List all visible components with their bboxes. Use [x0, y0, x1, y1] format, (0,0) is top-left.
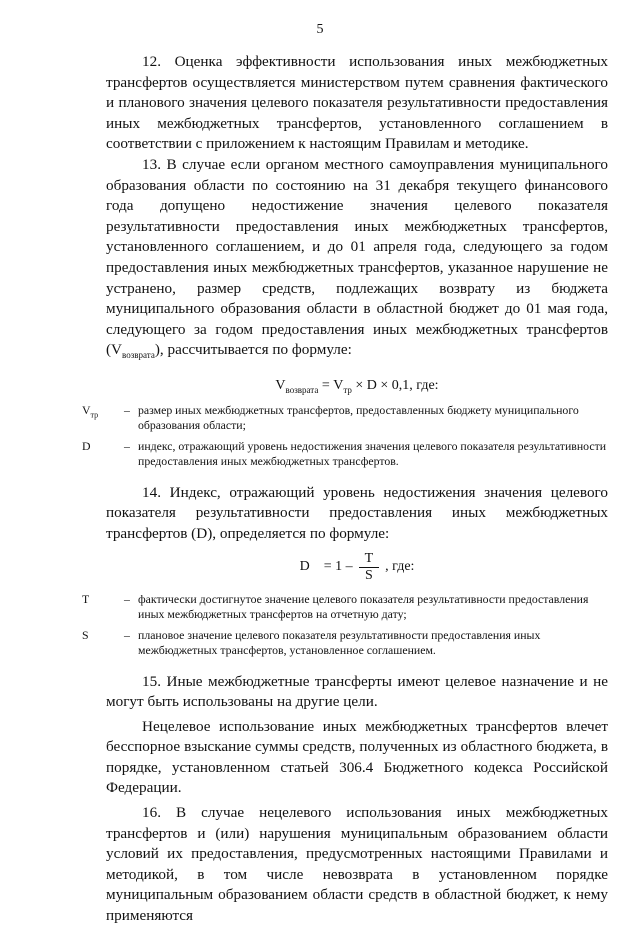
formula-d-eq: = 1 – — [323, 559, 353, 575]
paragraph-13-subscript: возврата — [122, 350, 155, 361]
formula-numerator: T — [359, 551, 380, 568]
definition-text: фактически достигнутое значение целевого показателя результативности предоставления иных межбюджетных трансфертов на отчетную дату; — [138, 591, 589, 622]
formula-index-d — [106, 551, 608, 584]
formula-d-lhs: D — [299, 559, 310, 575]
definition-dash: – — [124, 591, 130, 606]
paragraph-12: 12. Оценка эффективности использования иных межбюджетных трансфертов осуществляется министерством путем сравнения фактического и планового значения целевого показателя результативности предоставления иных межбюджетных трансфертов, установленного соглашением в соответствии с приложением к настоящим Правилам и методике. — [106, 53, 608, 153]
formula-v: V — [275, 377, 286, 393]
formula-d-tail: , где: — [385, 559, 415, 575]
definition-text: индекс, отражающий уровень недостижения значения целевого показателя результативности предоставления иных межбюджетных трансфертов. — [138, 438, 607, 469]
formula-vtr-subscript: тр — [343, 384, 352, 395]
formula-denominator: S — [364, 567, 373, 583]
definition-t — [82, 591, 608, 623]
formula-fraction — [359, 551, 380, 584]
document-body — [82, 52, 608, 927]
paragraph-13-text: 13. В случае если органом местного самоуправления муниципального образования области по состоянию на 31 декабря текущего финансового года допущено недостижение значения целевого показателя результативности предоставления иных межбюджетных трансфертов, установленного соглашением, и до 01 апреля года, следующего за годом предоставления иных межбюджетных трансфертов, указанное нарушение не устранено, размер средств, подлежащих возврату из бюджета муниципального образования области в областной бюджет до 01 мая года, следующего за годом предоставления иных межбюджетных трансфертов (V — [106, 155, 608, 359]
definition-symbol: $V_{тр}$ — [82, 402, 99, 420]
formula-eq: = V — [318, 377, 344, 393]
paragraph-16: 16. В случае нецелевого использования иных межбюджетных трансфертов и (или) нарушения муниципальным образованием области условий их предоставления, предусмотренных настоящими Правилами и методикой, в том числе невозврата в установленном порядке муниципальным образованием области средств в областной бюджет, к нему применяются — [106, 804, 608, 925]
definition-symbol: S — [82, 627, 89, 642]
paragraph-13 — [106, 155, 608, 366]
paragraph-13-end: ), рассчитывается по формуле: — [154, 341, 352, 359]
definition-text: размер иных межбюджетных трансфертов, предоставленных бюджету муниципального образования области; — [138, 402, 579, 433]
definition-symbol: T — [82, 591, 90, 606]
formula-v-subscript: возврата — [285, 384, 319, 395]
definition-symbol: D — [82, 438, 91, 453]
formula-rest: × D × 0,1, где: — [351, 377, 439, 393]
definition-text: плановое значение целевого показателя результативности предоставления иных межбюджетных трансфертов, установленное соглашением. — [138, 627, 541, 658]
definition-dash: – — [124, 438, 130, 453]
formula-return-amount — [106, 378, 608, 395]
definition-vtr — [82, 402, 608, 434]
definition-s — [82, 627, 608, 659]
definition-d — [82, 438, 608, 470]
paragraph-15b: Нецелевое использование иных межбюджетных трансфертов влечет бесспорное взыскание суммы средств, полученных из областного бюджета, в порядке, установленном статьей 306.4 Бюджетного кодекса Российской Федерации. — [106, 717, 608, 797]
page-number: 5 — [316, 22, 324, 37]
definition-dash: – — [124, 402, 130, 417]
paragraph-15: 15. Иные межбюджетные трансферты имеют целевое назначение и не могут быть использованы на другие цели. — [106, 672, 608, 711]
definition-dash: – — [124, 627, 130, 642]
paragraph-14: 14. Индекс, отражающий уровень недостижения значения целевого показателя результативности предоставления иных межбюджетных трансфертов (D), определяется по формуле: — [106, 483, 608, 542]
